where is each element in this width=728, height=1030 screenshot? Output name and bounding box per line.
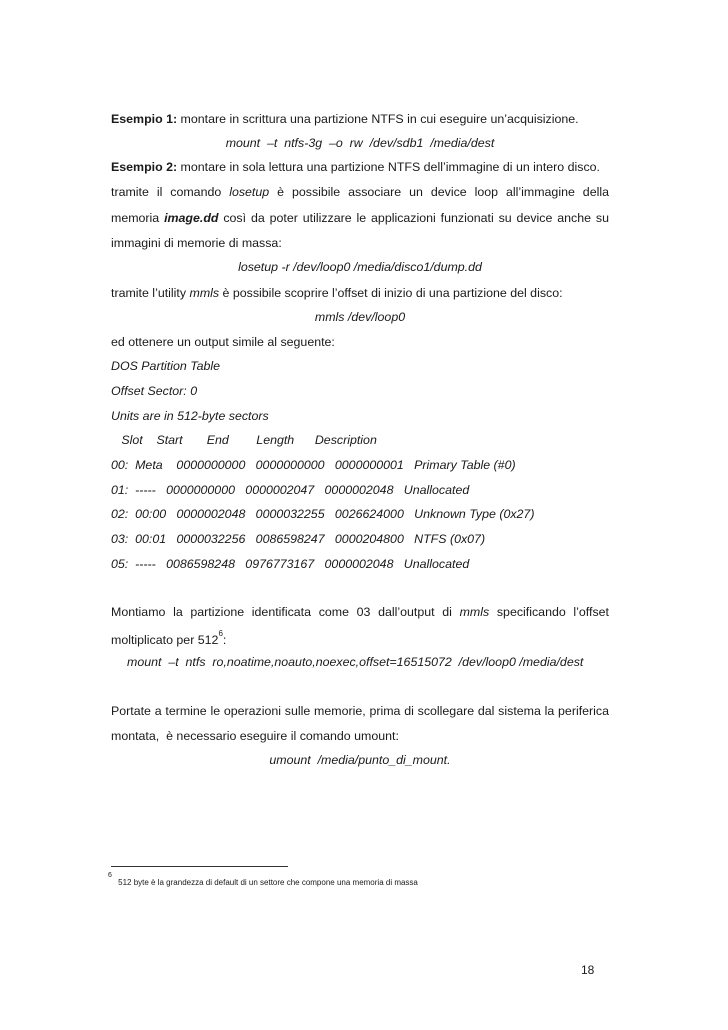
text-run: Montiamo la partizione identificata come 03 dall’output di xyxy=(111,605,460,619)
mount-paragraph-line-2 xyxy=(111,629,609,648)
losetup-paragraph-line-3: immagini di memorie di massa: xyxy=(111,236,282,250)
text-run: tramite il comando xyxy=(111,185,230,199)
mmls-output-intro: ed ottenere un output simile al seguente: xyxy=(111,335,335,349)
text-run: specificando l’offset xyxy=(489,605,609,619)
mmls-table-title: DOS Partition Table xyxy=(111,359,221,373)
text-run: è possibile scoprire l’offset di inizio di una partizione del disco: xyxy=(219,286,563,300)
umount-paragraph-line-2: montata, è necessario eseguire il comando umount: xyxy=(111,729,399,743)
mmls-table-row: 03: 00:01 0000032256 0086598247 0000204800 NTFS (0x07) xyxy=(111,532,486,546)
umount-paragraph-line-1: Portate a termine le operazioni sulle memorie, prima di scollegare dal sistema la periferica xyxy=(111,704,609,718)
text-run: memoria xyxy=(111,211,165,225)
umount-command: umount /media/punto_di_mount. xyxy=(269,753,451,767)
losetup-paragraph-line-2 xyxy=(111,210,609,226)
example-1-text: montare in scrittura una partizione NTFS in cui eseguire un’acquisizione. xyxy=(177,112,579,126)
text-run: tramite l’utility xyxy=(111,286,190,300)
text-run: moltiplicato per 512 xyxy=(111,633,219,648)
mmls-table-row: 02: 00:00 0000002048 0000032255 0026624000 Unknown Type (0x27) xyxy=(111,507,535,521)
inline-command: mmls xyxy=(189,286,220,300)
mmls-table-row: 05: ----- 0086598248 0976773167 0000002048 Unallocated xyxy=(111,557,470,571)
page-number: 18 xyxy=(581,963,595,977)
example-1-label: Esempio 1: xyxy=(111,112,178,126)
text-run: : xyxy=(222,633,227,648)
losetup-command: losetup -r /dev/loop0 /media/disco1/dump.dd xyxy=(238,260,482,274)
footnote-separator xyxy=(111,866,288,867)
mmls-table-row: 00: Meta 0000000000 0000000000 0000000001 Primary Table (#0) xyxy=(111,458,516,472)
inline-command: losetup xyxy=(229,185,270,199)
footnote-reference: 6 xyxy=(218,629,223,638)
footnote-text: 512 byte è la grandezza di default di un settore che compone una memoria di massa xyxy=(118,877,418,887)
example-2-line xyxy=(111,159,609,175)
example-1-line xyxy=(111,111,609,127)
inline-filename: image.dd xyxy=(164,211,219,225)
mmls-table-row: 01: ----- 0000000000 0000002047 0000002048 Unallocated xyxy=(111,483,470,497)
mmls-table-header: Slot Start End Length Description xyxy=(111,433,377,447)
example-2-text: montare in sola lettura una partizione NTFS dell’immagine di un intero disco. xyxy=(177,160,600,174)
footnote-number: 6 xyxy=(108,872,112,879)
footnote xyxy=(108,874,418,889)
text-run: è possibile associare un device loop all’immagine della xyxy=(269,185,609,199)
text-run: così da poter utilizzare le applicazioni funzionati su device anche su xyxy=(218,211,609,225)
mount-paragraph-line-1 xyxy=(111,604,609,620)
mount-command: mount –t ntfs ro,noatime,noauto,noexec,offset=16515072 /dev/loop0 /media/dest xyxy=(127,655,584,669)
mmls-paragraph-line xyxy=(111,285,609,301)
mmls-command: mmls /dev/loop0 xyxy=(314,310,406,324)
mmls-units: Units are in 512-byte sectors xyxy=(111,409,269,423)
example-2-label: Esempio 2: xyxy=(111,160,178,174)
losetup-paragraph-line-1 xyxy=(111,184,609,200)
inline-command: mmls xyxy=(459,605,490,619)
example-1-command: mount –t ntfs-3g –o rw /dev/sdb1 /media/dest xyxy=(225,136,495,150)
mmls-offset-sector: Offset Sector: 0 xyxy=(111,384,198,398)
